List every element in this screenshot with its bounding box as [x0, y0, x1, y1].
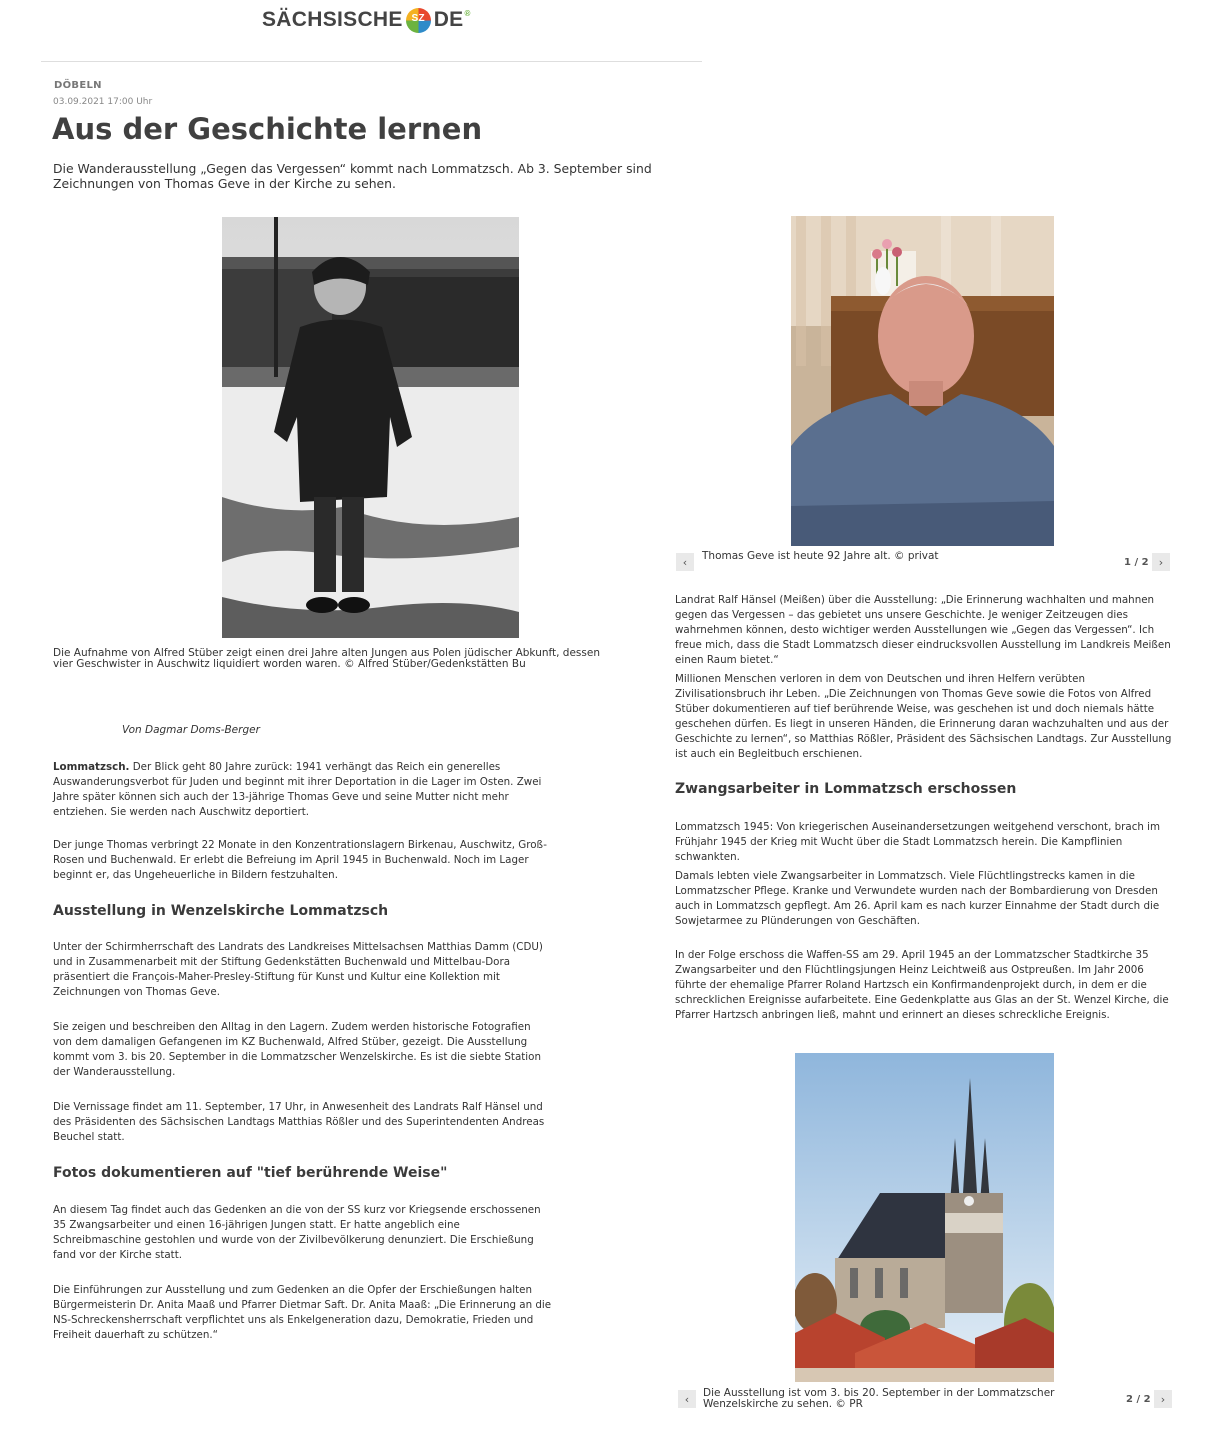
logo-text-left: SÄCHSISCHE: [262, 8, 403, 31]
subheading-fotos: Fotos dokumentieren auf "tief berührende Weise": [53, 1165, 448, 1181]
paragraph-7: Die Einführungen zur Ausstellung und zum Gedenken an die Opfer der Erschießungen halten Bürgermeisterin Dr. Anita Maaß und Pfarrer Dietmar Saft. Dr. Anita Maaß: „Die Erinnerung an die NS-Schreckensherrschaft verpflichtet uns als Enkelgeneration dazu, Demokratie, Frieden und Freiheit dauerhaft zu schützen.“: [53, 1284, 552, 1341]
gallery-photo-church[interactable]: [795, 1053, 1054, 1382]
paragraph-3: Unter der Schirmherrschaft des Landrats des Landkreises Mittelsachsen Matthias Damm (CDU) und in Zusammenarbeit mit der Stiftung Gedenkstätten Buchenwald und Mittelbau-Dora präsentiert die François-Maher-Presley-Stiftung für Kunst und Kultur eine Kollektion mit Zeichnungen von Thomas Geve.: [53, 941, 543, 998]
article-author: Von Dagmar Doms-Berger: [122, 724, 260, 736]
site-logo[interactable]: [262, 6, 471, 34]
paragraph-5: Die Vernissage findet am 11. September, 17 Uhr, in Anwesenheit des Landrats Ralf Hänsel und des Präsidenten des Sächsischen Landtags Matthias Rößler und des Superintendenten Andreas Beuchel statt.: [53, 1101, 545, 1143]
logo-text-right: DE: [433, 8, 464, 31]
portrait-image: [791, 216, 1054, 546]
dateline-place: Lommatzsch.: [53, 761, 130, 773]
gallery1-prev-button[interactable]: [676, 553, 694, 571]
chevron-left-icon: ‹: [684, 1392, 690, 1406]
article-date: 03.09.2021 17:00 Uhr: [53, 97, 153, 107]
paragraph-1: [53, 760, 548, 820]
gallery2-prev-button[interactable]: [678, 1390, 696, 1408]
paragraph-6: An diesem Tag findet auch das Gedenken an die von der SS kurz vor Kriegsende erschossenen 35 Zwangsarbeiter und einen 16-jährigen Jungen statt. Er hatte angeblich eine Schreibmaschine gestohlen und wurde von der Zivilbevölkerung denunziert. Die Erschießung fand vor der Kirche statt.: [53, 1204, 541, 1261]
subheading-zwangsarbeiter: Zwangsarbeiter in Lommatzsch erschossen: [675, 781, 1017, 797]
main-photo-boy: [222, 217, 519, 638]
paragraph-2: Der junge Thomas verbringt 22 Monate in den Konzentrationslagern Birkenau, Auschwitz, Groß-Rosen und Buchenwald. Er erlebt die Befreiung im April 1945 in Buchenwald. Noch im Lager beginnt er, das Ungeheuerliche in Bildern festzuhalten.: [53, 839, 547, 881]
right-paragraph-1: Landrat Ralf Hänsel (Meißen) über die Ausstellung: „Die Erinnerung wachhalten und mahnen gegen das Vergessen – das gebietet uns unsere Geschichte. Je weniger Zeitzeugen dies wahrnehmen können, desto wichtiger werden Ausstellungen wie „Gegen das Vergessen“. Ich freue mich, dass die Stadt Lommatzsch dieser eindrucksvollen Ausstellung im Landkreis Meißen einen Raum bietet.“: [675, 594, 1171, 666]
chevron-left-icon: ‹: [682, 555, 688, 569]
gallery1-counter: 1 / 2: [1124, 557, 1149, 568]
gallery2-next-button[interactable]: [1154, 1390, 1172, 1408]
paragraph-4: Sie zeigen und beschreiben den Alltag in den Lagern. Zudem werden historische Fotografien von dem damaligen Gefangenen im KZ Buchenwald, Alfred Stüber, gezeigt. Die Ausstellung kommt vom 3. bis 20. September in die Lommatzscher Wenzelskirche. Es ist die siebte Station der Wanderausstellung.: [53, 1021, 541, 1078]
church-image: [795, 1053, 1054, 1382]
gallery1-caption: Thomas Geve ist heute 92 Jahre alt. © privat: [702, 550, 939, 562]
gallery2-caption: Die Ausstellung ist vom 3. bis 20. September in der Lommatzscher Wenzelskirche zu sehen. © PR: [703, 1387, 1055, 1410]
logo-badge-icon: SZ: [406, 8, 431, 33]
right-paragraph-2: Millionen Menschen verloren in dem von Deutschen und ihren Helfern verübten Zivilisationsbruch ihr Leben. „Die Zeichnungen von Thomas Geve sowie die Fotos von Alfred Stüber dokumentieren auf tief berührende Weise, was geschehen ist und doch niemals hätte geschehen dürfen. Es liegt in unseren Händen, die Erinnerung daran wachzuhalten und aus der Geschichte zu lernen“, so Matthias Rößler, Präsident des Sächsischen Landtags. Zur Ausstellung ist auch ein Begleitbuch erschienen.: [675, 673, 1172, 760]
subheading-ausstellung: Ausstellung in Wenzelskirche Lommatzsch: [53, 903, 389, 919]
gallery2-counter: 2 / 2: [1126, 1394, 1151, 1405]
chevron-right-icon: ›: [1160, 1392, 1166, 1406]
article-lead: Die Wanderausstellung „Gegen das Vergessen“ kommt nach Lommatzsch. Ab 3. September sind Zeichnungen von Thomas Geve in der Kirche zu sehen.: [53, 161, 652, 191]
right-paragraph-5: In der Folge erschoss die Waffen-SS am 29. April 1945 an der Lommatzscher Stadtkirche 35 Zwangsarbeiter und den Flüchtlingsjungen Heinz Leichtweiß aus Ostpreußen. Im Jahr 2006 führte der ehemalige Pfarrer Roland Hartzsch ein Konfirmandenprojekt durch, in dem er die schrecklichen Ereignisse aufarbeitete. Eine Gedenkplatte aus Glas an der St. Wenzel Kirche, die Pfarrer Hartzsch anbringen ließ, mahnt und erinnert an dieses schreckliche Ereignis.: [675, 949, 1169, 1021]
gallery-photo-thomas-geve[interactable]: [791, 216, 1054, 546]
paragraph-1-text: Der Blick geht 80 Jahre zurück: 1941 verhängt das Reich ein generelles Auswanderungsverbot für Juden und beginnt mit ihrer Deportation in die Lager im Osten. Zwei Jahre später können sich auch der 13-jährige Thomas Geve und seine Mutter nicht mehr entziehen. Sie werden nach Auschwitz deportiert.: [53, 761, 542, 818]
boy-photo-image: [222, 217, 519, 638]
article-kicker[interactable]: DÖBELN: [54, 80, 102, 91]
header-divider: [41, 61, 702, 62]
right-paragraph-4: Damals lebten viele Zwangsarbeiter in Lommatzsch. Viele Flüchtlingstrecks kamen in die Lommatzscher Pflege. Kranke und Verwundete wurden nach der Bombardierung von Dresden auch in Lommatzsch gepflegt. Am 26. April kam es nach kurzer Einnahme der Stadt durch die Sowjetarmee zu Plünderungen von Geschäften.: [675, 870, 1160, 927]
right-paragraph-3: Lommatzsch 1945: Von kriegerischen Auseinandersetzungen weitgehend verschont, brach im Frühjahr 1945 der Krieg mit Wucht über die Stadt Lommatzsch herein. Die Kampflinien schwankten.: [675, 821, 1161, 863]
main-photo-caption: Die Aufnahme von Alfred Stüber zeigt einen drei Jahre alten Jungen aus Polen jüdischer Abkunft, dessen vier Geschwister in Auschwitz liquidiert worden waren. © Alfred Stüber/Gedenkstätten Bu: [53, 647, 600, 670]
page-title: Aus der Geschichte lernen: [52, 112, 483, 146]
gallery1-next-button[interactable]: [1152, 553, 1170, 571]
logo-registered: ®: [464, 9, 471, 18]
chevron-right-icon: ›: [1158, 555, 1164, 569]
